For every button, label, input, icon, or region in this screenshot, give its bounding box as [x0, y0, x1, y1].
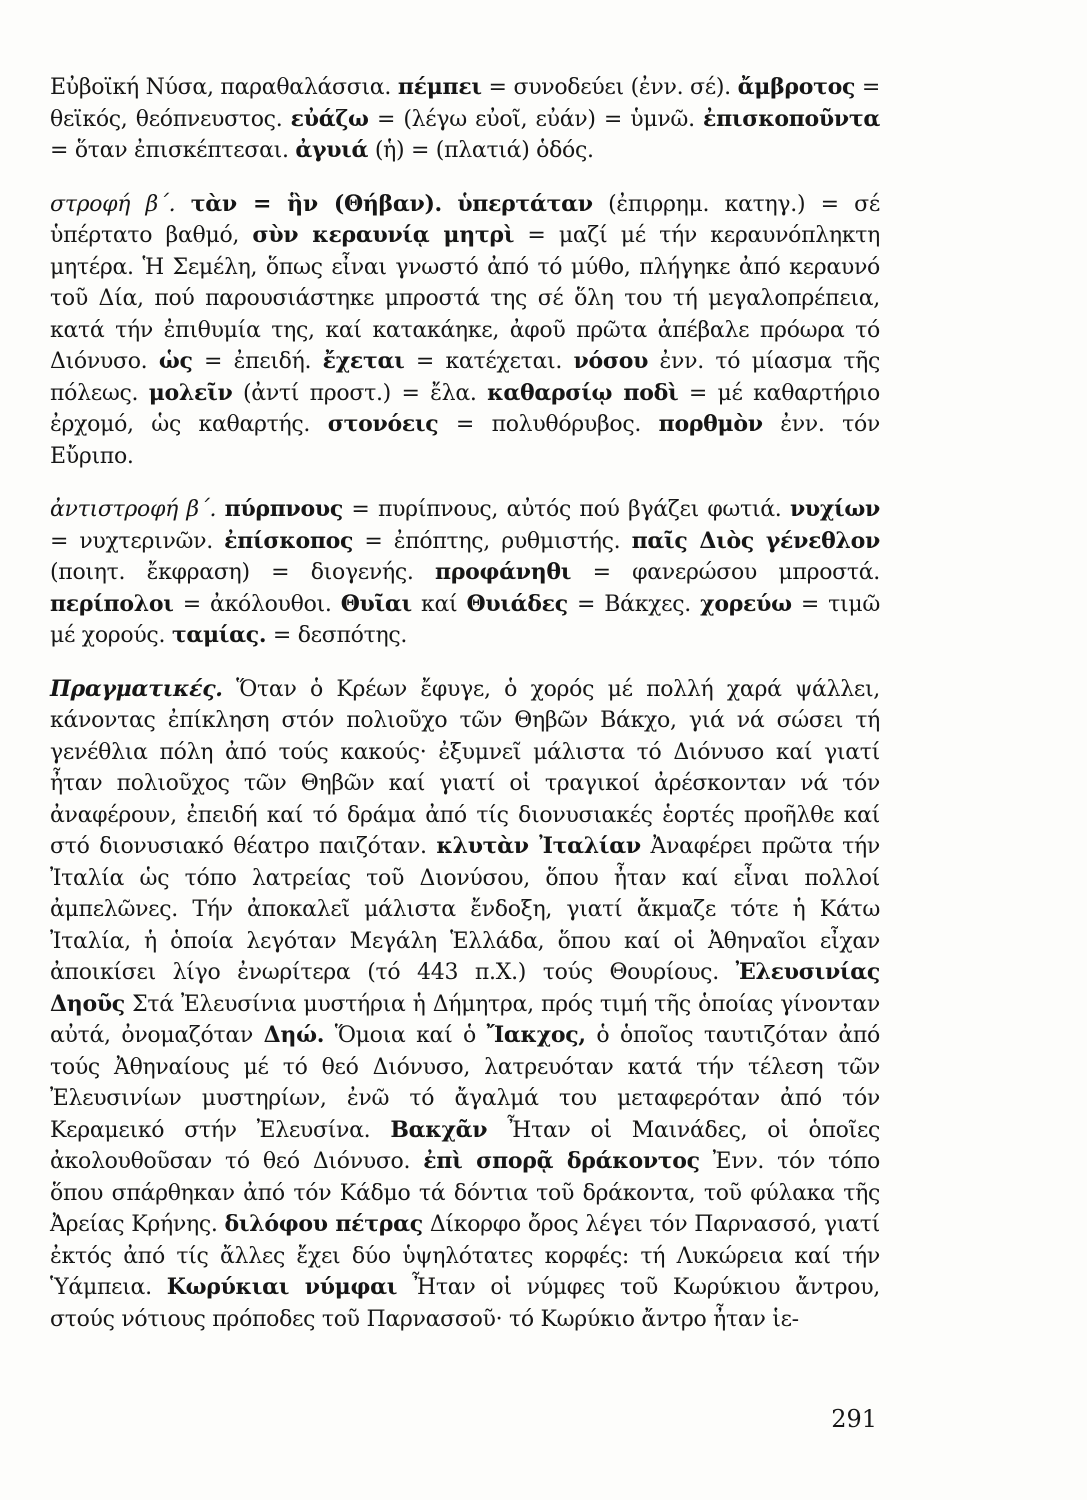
lemma: ἐπίσκοπος — [224, 527, 354, 554]
paragraph-strophe-b — [50, 189, 880, 473]
gloss-text: = ἐπειδή. — [192, 349, 323, 374]
lemma: ταμίας. — [171, 622, 267, 648]
gloss-text — [175, 192, 190, 217]
lemma: εὐάζω — [290, 105, 369, 132]
paragraph-pragmatikes — [50, 674, 880, 1336]
gloss-text: ὁ ὁποῖος ταυτιζόταν ἀπό τούς Ἀθηναίους μέ τό θεό Διόνυσο, λατρευόταν κατά τήν τέλεση τῶν Ἐλευσινίων μυστηρίων, ἐνῶ τό ἄγαλμά του μεταφερόταν ἀπό τόν Κεραμεικό στήν Ἐλευσίνα. — [50, 1023, 880, 1143]
paragraph-glossary-1 — [50, 72, 880, 167]
gloss-text: = ὅταν ἐπισκέπτεσαι. — [50, 138, 296, 163]
gloss-text: = δεσπότης. — [266, 623, 408, 648]
gloss-text: = μέ καθαρτήριο ἐρχομό, ὡς καθαρτής. — [50, 380, 880, 437]
page-number: 291 — [831, 1405, 877, 1433]
lemma: ἐπισκοποῦντα — [703, 105, 880, 132]
gloss-text: (ἀντί προστ.) = ἔλα. — [232, 380, 488, 406]
gloss-text: καί — [411, 591, 467, 617]
lemma: πύρπνους — [224, 496, 343, 522]
gloss-text: ἐνν. τό μίασμα τῆς πόλεως. — [50, 349, 880, 406]
gloss-text: Ὅταν ὁ Κρέων ἔφυγε, ὁ χορός μέ πολλή χαρά ψάλλει, κάνοντας ἐπίκληση στόν πολιοῦχο τῶν Θηβῶν Βάκχο, γιά νά σώσει τή γενέθλια πόλη ἀπό τούς κακούς· ἐξυμνεῖ μάλιστα τό Διόνυσο καί γιατί ἦταν πολιοῦχος τῶν Θηβῶν καί γιατί οἱ τραγικοί ἀρέσκονταν νά τόν ἀναφέρουν, ἐπειδή καί τό δράμα ἀπό τίς διονυσιακές ἑορτές προῆλθε καί στό διονυσιακό θέατρο παιζόταν. — [50, 676, 880, 859]
lemma: νόσου — [573, 348, 649, 374]
lemma: καθαρσίῳ ποδὶ — [487, 379, 679, 406]
lemma: πέμπει — [397, 74, 482, 100]
gloss-text — [216, 497, 224, 522]
lemma: τὰν = ἣν (Θήβαν). — [190, 190, 442, 217]
lemma: Ἴακχος, — [486, 1022, 586, 1048]
page-text — [50, 72, 880, 1335]
gloss-text: = κατέχεται. — [404, 349, 574, 374]
lemma: περίπολοι — [50, 590, 174, 617]
gloss-text: Δίκορφο ὄρος λέγει τόν Παρνασσό, γιατί ἐκτός ἀπό τίς ἄλλες ἔχει δύο ὑψηλότατες κορφές: τή Λυκώρεια καί τήν Ὑάμπεια. — [50, 1212, 880, 1300]
lemma: Κωρύκιαι νύμφαι — [166, 1274, 398, 1300]
stanza-label: ἀντιστροφή β΄. — [50, 497, 217, 522]
lemma: Ἐλευσινίας Δηοῦς — [50, 959, 880, 1017]
gloss-text: (ἡ) = (πλατιά) ὁδός. — [368, 138, 594, 163]
gloss-text: = Βάκχες. — [567, 591, 701, 617]
gloss-text: = συνοδεύει (ἐνν. σέ). — [481, 75, 738, 100]
lemma: διλόφου πέτρας — [224, 1211, 423, 1237]
lemma: χορεύω — [700, 590, 792, 617]
gloss-text: = (λέγω εὐοῖ, εὐάν) = ὑμνῶ. — [368, 106, 704, 132]
lemma: ἔχεται — [322, 348, 405, 374]
paragraph-antistrophe-b — [50, 494, 880, 652]
lemma: πορθμὸν — [658, 411, 763, 437]
lemma: ὡς — [158, 348, 193, 374]
gloss-text: = μαζί μέ τήν κεραυνόπληκτη μητέρα. Ἡ Σεμέλη, ὅπως εἶναι γνωστό ἀπό τό μύθο, πλήγηκε ἀπό κεραυνό τοῦ Δία, πού παρουσιάστηκε μπροστά της σέ ὅλη του τή μεγαλοπρέπεια, κατά τήν ἐπιθυμία της, καί κατακάηκε, ἀφοῦ πρῶτα ἀπέβαλε πρόωρα τό Διόνυσο. — [50, 223, 880, 374]
gloss-text: Στά Ἐλευσίνια μυστήρια ἡ Δήμητρα, πρός τιμή τῆς ὁποίας γίνονταν αὐτά, ὀνομαζόταν — [50, 991, 880, 1048]
gloss-text: = φανερώσου μπροστά. — [571, 560, 880, 585]
gloss-text: Ἐνν. τόν τόπο ὅπου σπάρθηκαν ἀπό τόν Κάδμο τά δόντια τοῦ δράκοντα, τοῦ φύλακα τῆς Ἀρείας Κρήνης. — [50, 1149, 880, 1237]
lemma: μολεῖν — [148, 379, 233, 406]
gloss-text: Ἀναφέρει πρῶτα τήν Ἰταλία ὡς τόπο λατρείας τοῦ Διονύσου, ὅπου ἦταν καί εἶναι πολλοί ἀμπελῶνες. Τήν ἀποκαλεῖ μάλιστα ἔνδοξη, γιατί ἄκμαζε τότε ἡ Κάτω Ἰταλία, ἡ ὁποία λεγόταν Μεγάλη Ἑλλάδα, ὅπου καί οἱ Ἀθηναῖοι εἶχαν ἀποικίσει λίγο ἐνωρίτερα (τό 443 π.Χ.) τούς Θουρίους. — [50, 834, 880, 985]
section-heading: Πραγματικές. — [50, 675, 223, 702]
gloss-text: Εὐβοϊκή Νύσα, παραθαλάσσια. — [50, 75, 398, 100]
gloss-text: = ἐπόπτης, ρυθμιστής. — [353, 528, 632, 554]
lemma: ὑπερτάταν — [457, 190, 593, 217]
lemma: Βακχᾶν — [390, 1116, 488, 1143]
gloss-text: = ἀκόλουθοι. — [173, 591, 341, 617]
gloss-text: ἐνν. τόν Εὔριπο. — [50, 412, 881, 469]
lemma: ἄμβροτος — [737, 74, 856, 100]
gloss-text: Ὅμοια καί ὁ — [324, 1023, 487, 1048]
lemma: Δηώ. — [263, 1022, 325, 1048]
gloss-text: (ἐπιρρημ. κατηγ.) = σέ ὑπέρτατο βαθμό, — [50, 191, 880, 248]
lemma: στονόεις — [327, 411, 439, 437]
gloss-text: Ἦταν οἱ Μαινάδες, οἱ ὁποῖες ἀκολουθοῦσαν τό θεό Διόνυσο. — [50, 1117, 880, 1174]
lemma: Θυῖαι — [340, 590, 412, 617]
gloss-text: = θεϊκός, θεόπνευστος. — [50, 75, 881, 132]
stanza-label: στροφή β΄. — [50, 191, 176, 217]
lemma: προφάνηθι — [435, 559, 572, 585]
lemma: Θυιάδες — [466, 590, 568, 617]
lemma: ἀγυιά — [295, 137, 369, 163]
lemma: κλυτὰν Ἰταλίαν — [436, 833, 641, 859]
gloss-text: = τιμῶ μέ χορούς. — [50, 591, 880, 648]
gloss-text: (ποιητ. ἔκφραση) = διογενής. — [50, 560, 436, 585]
lemma: νυχίων — [789, 496, 880, 522]
gloss-text — [442, 192, 457, 217]
lemma: σὺν κεραυνίᾳ μητρὶ — [252, 222, 515, 248]
gloss-text: = νυχτερινῶν. — [50, 528, 225, 554]
gloss-text: = πυρίπνους, αὐτός πού βγάζει φωτιά. — [342, 497, 790, 522]
lemma: παῖς Διὸς γένεθλον — [631, 527, 880, 554]
gloss-text: Ἦταν οἱ νύμφες τοῦ Κωρύκιου ἄντρου, στούς νότιους πρόποδες τοῦ Παρνασσοῦ· τό Κωρύκιο ἄντρο ἦταν ἱε- — [50, 1275, 880, 1332]
lemma: ἐπὶ σπορᾷ δράκοντος — [423, 1148, 700, 1174]
gloss-text: = πολυθόρυβος. — [438, 412, 659, 437]
